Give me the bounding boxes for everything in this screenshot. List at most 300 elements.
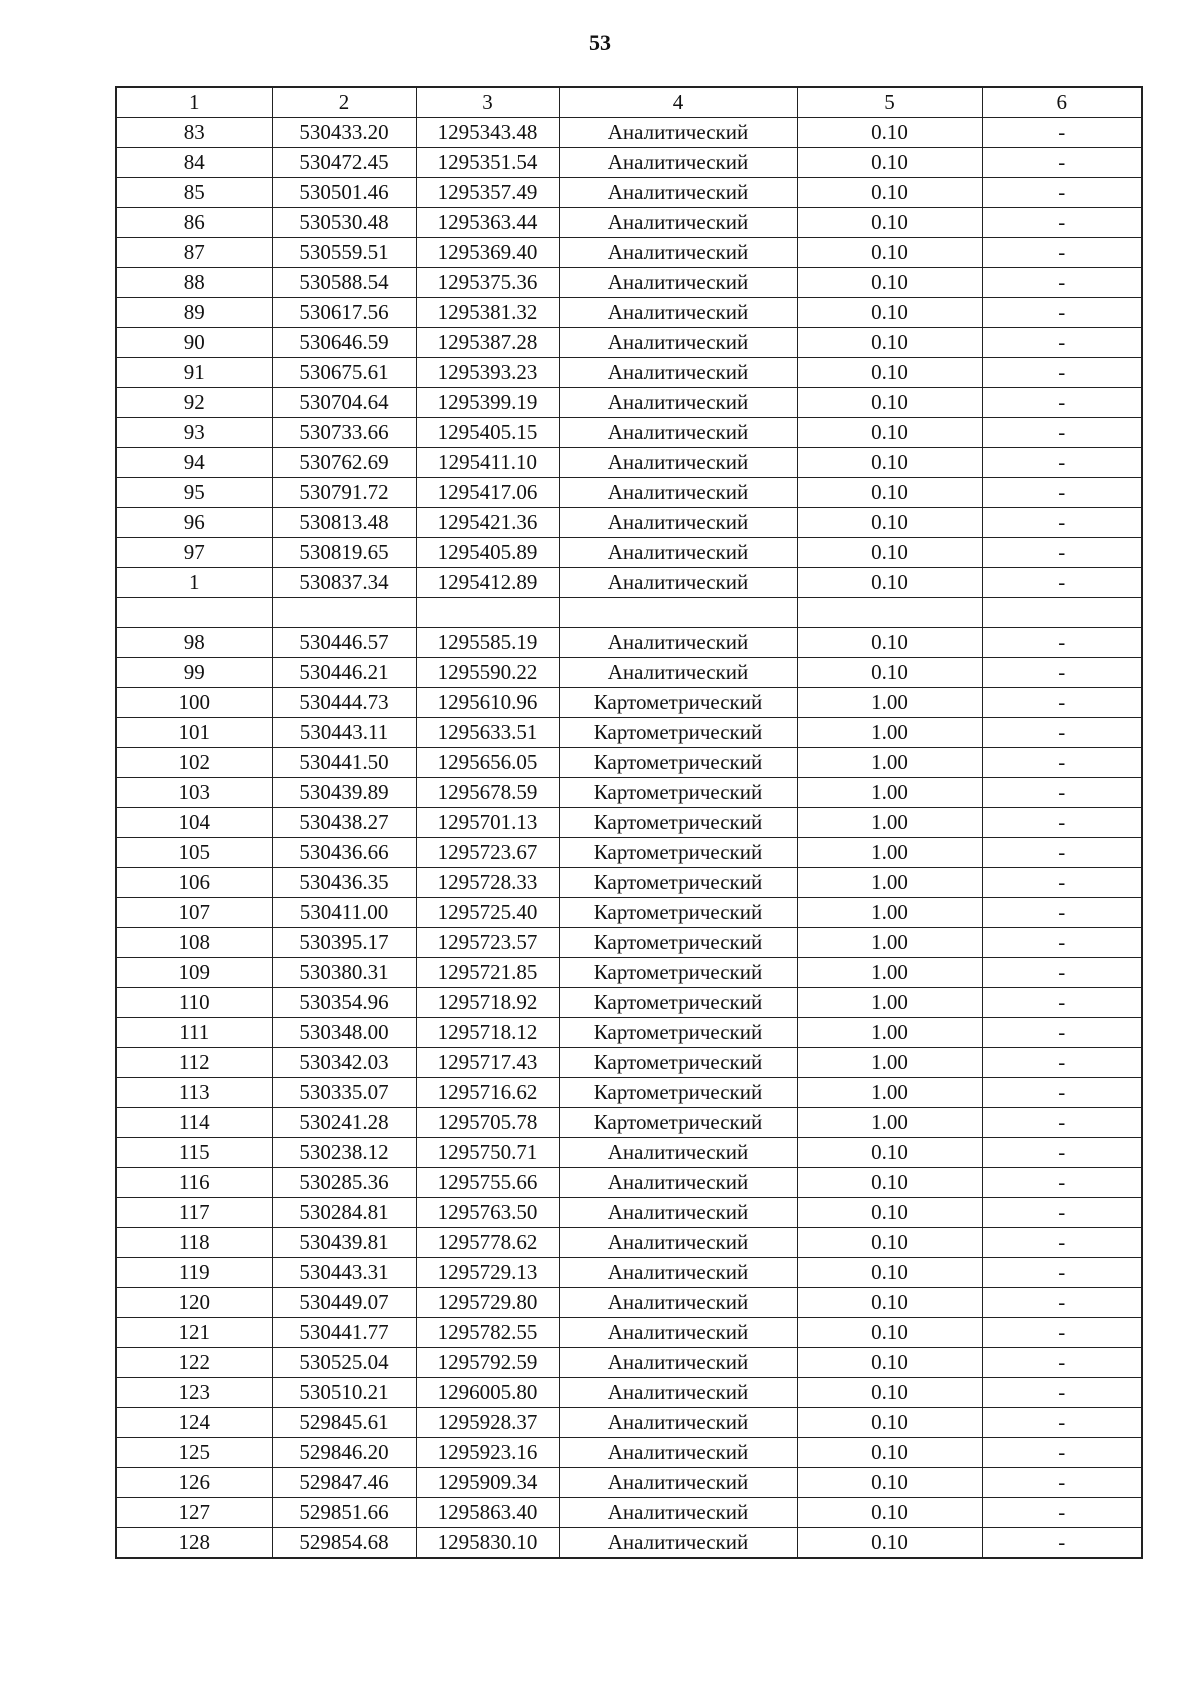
accuracy-cell: 1.00 bbox=[797, 1018, 982, 1048]
x-coordinate-cell: 530436.35 bbox=[272, 868, 416, 898]
method-cell: Картометрический bbox=[559, 808, 797, 838]
note-cell: - bbox=[982, 1258, 1142, 1288]
note-cell: - bbox=[982, 568, 1142, 598]
method-cell: Картометрический bbox=[559, 988, 797, 1018]
note-cell: - bbox=[982, 388, 1142, 418]
note-cell: - bbox=[982, 178, 1142, 208]
x-coordinate-cell: 530348.00 bbox=[272, 1018, 416, 1048]
x-coordinate-cell: 529847.46 bbox=[272, 1468, 416, 1498]
y-coordinate-cell: 1295399.19 bbox=[416, 388, 559, 418]
table-row bbox=[116, 568, 1142, 598]
method-cell: Аналитический bbox=[559, 148, 797, 178]
table-row bbox=[116, 1348, 1142, 1378]
point-number-cell: 123 bbox=[116, 1378, 272, 1408]
accuracy-cell: 0.10 bbox=[797, 328, 982, 358]
note-cell: - bbox=[982, 358, 1142, 388]
accuracy-cell: 1.00 bbox=[797, 1078, 982, 1108]
point-number-cell: 113 bbox=[116, 1078, 272, 1108]
page-number: 53 bbox=[589, 30, 611, 55]
accuracy-cell: 1.00 bbox=[797, 1048, 982, 1078]
x-coordinate-cell: 529846.20 bbox=[272, 1438, 416, 1468]
accuracy-cell bbox=[797, 598, 982, 628]
point-number-cell: 120 bbox=[116, 1288, 272, 1318]
accuracy-cell: 0.10 bbox=[797, 268, 982, 298]
method-cell: Аналитический bbox=[559, 388, 797, 418]
y-coordinate-cell: 1295923.16 bbox=[416, 1438, 559, 1468]
x-coordinate-cell: 530704.64 bbox=[272, 388, 416, 418]
point-number-cell: 83 bbox=[116, 118, 272, 148]
y-coordinate-cell: 1295421.36 bbox=[416, 508, 559, 538]
accuracy-cell: 0.10 bbox=[797, 1348, 982, 1378]
x-coordinate-cell: 530284.81 bbox=[272, 1198, 416, 1228]
table-row bbox=[116, 208, 1142, 238]
note-cell: - bbox=[982, 1498, 1142, 1528]
accuracy-cell: 0.10 bbox=[797, 358, 982, 388]
accuracy-cell: 0.10 bbox=[797, 1138, 982, 1168]
note-cell: - bbox=[982, 208, 1142, 238]
method-cell: Аналитический bbox=[559, 358, 797, 388]
method-cell: Аналитический bbox=[559, 1288, 797, 1318]
note-cell: - bbox=[982, 1228, 1142, 1258]
y-coordinate-cell: 1295718.92 bbox=[416, 988, 559, 1018]
method-cell: Картометрический bbox=[559, 928, 797, 958]
table-row bbox=[116, 388, 1142, 418]
x-coordinate-cell: 530439.81 bbox=[272, 1228, 416, 1258]
method-cell: Аналитический bbox=[559, 628, 797, 658]
note-cell: - bbox=[982, 898, 1142, 928]
y-coordinate-cell: 1295763.50 bbox=[416, 1198, 559, 1228]
method-cell: Картометрический bbox=[559, 1078, 797, 1108]
note-cell: - bbox=[982, 478, 1142, 508]
table-row bbox=[116, 1108, 1142, 1138]
accuracy-cell: 0.10 bbox=[797, 568, 982, 598]
y-coordinate-cell: 1295725.40 bbox=[416, 898, 559, 928]
point-number-cell: 117 bbox=[116, 1198, 272, 1228]
note-cell: - bbox=[982, 1078, 1142, 1108]
y-coordinate-cell: 1295723.67 bbox=[416, 838, 559, 868]
x-coordinate-cell: 530395.17 bbox=[272, 928, 416, 958]
note-cell: - bbox=[982, 778, 1142, 808]
method-cell: Картометрический bbox=[559, 1018, 797, 1048]
x-coordinate-cell: 530762.69 bbox=[272, 448, 416, 478]
y-coordinate-cell: 1295417.06 bbox=[416, 478, 559, 508]
method-cell: Аналитический bbox=[559, 1348, 797, 1378]
accuracy-cell: 1.00 bbox=[797, 958, 982, 988]
point-number-cell: 84 bbox=[116, 148, 272, 178]
coordinates-table bbox=[115, 86, 1143, 1559]
point-number-cell: 127 bbox=[116, 1498, 272, 1528]
table-row bbox=[116, 1048, 1142, 1078]
accuracy-cell: 0.10 bbox=[797, 658, 982, 688]
y-coordinate-cell: 1295728.33 bbox=[416, 868, 559, 898]
point-number-cell: 116 bbox=[116, 1168, 272, 1198]
y-coordinate-cell: 1295729.13 bbox=[416, 1258, 559, 1288]
x-coordinate-cell: 530436.66 bbox=[272, 838, 416, 868]
table-row bbox=[116, 298, 1142, 328]
y-coordinate-cell: 1295716.62 bbox=[416, 1078, 559, 1108]
y-coordinate-cell: 1295729.80 bbox=[416, 1288, 559, 1318]
method-cell: Аналитический bbox=[559, 208, 797, 238]
table-row bbox=[116, 1498, 1142, 1528]
y-coordinate-cell: 1295381.32 bbox=[416, 298, 559, 328]
table-row bbox=[116, 1018, 1142, 1048]
accuracy-cell: 0.10 bbox=[797, 1408, 982, 1438]
point-number-cell: 126 bbox=[116, 1468, 272, 1498]
accuracy-cell: 0.10 bbox=[797, 478, 982, 508]
accuracy-cell: 1.00 bbox=[797, 688, 982, 718]
table-row bbox=[116, 988, 1142, 1018]
x-coordinate-cell: 530791.72 bbox=[272, 478, 416, 508]
accuracy-cell: 1.00 bbox=[797, 718, 982, 748]
x-coordinate-cell: 530510.21 bbox=[272, 1378, 416, 1408]
method-cell: Аналитический bbox=[559, 328, 797, 358]
x-coordinate-cell: 530380.31 bbox=[272, 958, 416, 988]
accuracy-cell: 1.00 bbox=[797, 778, 982, 808]
point-number-cell: 93 bbox=[116, 418, 272, 448]
method-cell: Аналитический bbox=[559, 658, 797, 688]
note-cell: - bbox=[982, 1348, 1142, 1378]
accuracy-cell: 0.10 bbox=[797, 1198, 982, 1228]
note-cell: - bbox=[982, 448, 1142, 478]
point-number-cell: 125 bbox=[116, 1438, 272, 1468]
point-number-cell: 95 bbox=[116, 478, 272, 508]
note-cell: - bbox=[982, 298, 1142, 328]
point-number-cell: 122 bbox=[116, 1348, 272, 1378]
point-number-cell: 94 bbox=[116, 448, 272, 478]
note-cell bbox=[982, 598, 1142, 628]
point-number-cell: 111 bbox=[116, 1018, 272, 1048]
y-coordinate-cell: 1295792.59 bbox=[416, 1348, 559, 1378]
point-number-cell: 90 bbox=[116, 328, 272, 358]
accuracy-cell: 1.00 bbox=[797, 1108, 982, 1138]
point-number-cell: 104 bbox=[116, 808, 272, 838]
y-coordinate-cell: 1295782.55 bbox=[416, 1318, 559, 1348]
accuracy-cell: 0.10 bbox=[797, 1468, 982, 1498]
point-number-cell bbox=[116, 598, 272, 628]
point-number-cell: 109 bbox=[116, 958, 272, 988]
x-coordinate-cell: 530444.73 bbox=[272, 688, 416, 718]
note-cell: - bbox=[982, 628, 1142, 658]
accuracy-cell: 0.10 bbox=[797, 1258, 982, 1288]
note-cell: - bbox=[982, 328, 1142, 358]
table-row bbox=[116, 358, 1142, 388]
x-coordinate-cell: 530472.45 bbox=[272, 148, 416, 178]
column-header: 1 bbox=[116, 87, 272, 118]
x-coordinate-cell: 530438.27 bbox=[272, 808, 416, 838]
note-cell: - bbox=[982, 1168, 1142, 1198]
accuracy-cell: 1.00 bbox=[797, 988, 982, 1018]
x-coordinate-cell: 530819.65 bbox=[272, 538, 416, 568]
method-cell: Аналитический bbox=[559, 1258, 797, 1288]
note-cell: - bbox=[982, 958, 1142, 988]
y-coordinate-cell: 1295387.28 bbox=[416, 328, 559, 358]
note-cell: - bbox=[982, 1198, 1142, 1228]
point-number-cell: 128 bbox=[116, 1528, 272, 1559]
y-coordinate-cell: 1295393.23 bbox=[416, 358, 559, 388]
note-cell: - bbox=[982, 928, 1142, 958]
point-number-cell: 112 bbox=[116, 1048, 272, 1078]
method-cell: Аналитический bbox=[559, 508, 797, 538]
point-number-cell: 107 bbox=[116, 898, 272, 928]
y-coordinate-cell: 1295585.19 bbox=[416, 628, 559, 658]
x-coordinate-cell: 530443.31 bbox=[272, 1258, 416, 1288]
note-cell: - bbox=[982, 838, 1142, 868]
accuracy-cell: 0.10 bbox=[797, 1318, 982, 1348]
x-coordinate-cell: 530439.89 bbox=[272, 778, 416, 808]
point-number-cell: 97 bbox=[116, 538, 272, 568]
method-cell: Аналитический bbox=[559, 1138, 797, 1168]
x-coordinate-cell: 530354.96 bbox=[272, 988, 416, 1018]
table-row bbox=[116, 268, 1142, 298]
column-header: 6 bbox=[982, 87, 1142, 118]
point-number-cell: 119 bbox=[116, 1258, 272, 1288]
x-coordinate-cell: 530241.28 bbox=[272, 1108, 416, 1138]
x-coordinate-cell: 529845.61 bbox=[272, 1408, 416, 1438]
y-coordinate-cell: 1295701.13 bbox=[416, 808, 559, 838]
accuracy-cell: 1.00 bbox=[797, 928, 982, 958]
y-coordinate-cell: 1295363.44 bbox=[416, 208, 559, 238]
y-coordinate-cell: 1295830.10 bbox=[416, 1528, 559, 1559]
point-number-cell: 85 bbox=[116, 178, 272, 208]
table-row bbox=[116, 508, 1142, 538]
x-coordinate-cell: 530342.03 bbox=[272, 1048, 416, 1078]
point-number-cell: 124 bbox=[116, 1408, 272, 1438]
note-cell: - bbox=[982, 538, 1142, 568]
accuracy-cell: 0.10 bbox=[797, 418, 982, 448]
table-row bbox=[116, 1078, 1142, 1108]
method-cell: Аналитический bbox=[559, 1168, 797, 1198]
x-coordinate-cell: 530441.50 bbox=[272, 748, 416, 778]
y-coordinate-cell: 1295369.40 bbox=[416, 238, 559, 268]
accuracy-cell: 1.00 bbox=[797, 838, 982, 868]
method-cell: Аналитический bbox=[559, 448, 797, 478]
table-row bbox=[116, 1318, 1142, 1348]
accuracy-cell: 0.10 bbox=[797, 148, 982, 178]
method-cell: Аналитический bbox=[559, 1528, 797, 1559]
note-cell: - bbox=[982, 118, 1142, 148]
column-header: 3 bbox=[416, 87, 559, 118]
method-cell: Аналитический bbox=[559, 1228, 797, 1258]
x-coordinate-cell: 530837.34 bbox=[272, 568, 416, 598]
y-coordinate-cell: 1295590.22 bbox=[416, 658, 559, 688]
x-coordinate-cell: 530433.20 bbox=[272, 118, 416, 148]
table-row bbox=[116, 178, 1142, 208]
point-number-cell: 87 bbox=[116, 238, 272, 268]
y-coordinate-cell: 1295405.15 bbox=[416, 418, 559, 448]
x-coordinate-cell: 530446.57 bbox=[272, 628, 416, 658]
y-coordinate-cell: 1295351.54 bbox=[416, 148, 559, 178]
method-cell: Картометрический bbox=[559, 868, 797, 898]
y-coordinate-cell: 1295723.57 bbox=[416, 928, 559, 958]
point-number-cell: 103 bbox=[116, 778, 272, 808]
note-cell: - bbox=[982, 868, 1142, 898]
method-cell: Аналитический bbox=[559, 418, 797, 448]
table-row bbox=[116, 1468, 1142, 1498]
y-coordinate-cell: 1295343.48 bbox=[416, 118, 559, 148]
table-row bbox=[116, 748, 1142, 778]
method-cell: Картометрический bbox=[559, 1048, 797, 1078]
point-number-cell: 99 bbox=[116, 658, 272, 688]
accuracy-cell: 0.10 bbox=[797, 388, 982, 418]
accuracy-cell: 0.10 bbox=[797, 178, 982, 208]
accuracy-cell: 0.10 bbox=[797, 1378, 982, 1408]
accuracy-cell: 1.00 bbox=[797, 898, 982, 928]
accuracy-cell: 1.00 bbox=[797, 808, 982, 838]
y-coordinate-cell: 1295717.43 bbox=[416, 1048, 559, 1078]
point-number-cell: 102 bbox=[116, 748, 272, 778]
y-coordinate-cell: 1295656.05 bbox=[416, 748, 559, 778]
y-coordinate-cell: 1295412.89 bbox=[416, 568, 559, 598]
note-cell: - bbox=[982, 1528, 1142, 1559]
point-number-cell: 108 bbox=[116, 928, 272, 958]
y-coordinate-cell: 1295928.37 bbox=[416, 1408, 559, 1438]
x-coordinate-cell bbox=[272, 598, 416, 628]
table-row bbox=[116, 538, 1142, 568]
x-coordinate-cell: 530335.07 bbox=[272, 1078, 416, 1108]
y-coordinate-cell: 1296005.80 bbox=[416, 1378, 559, 1408]
accuracy-cell: 0.10 bbox=[797, 1528, 982, 1559]
note-cell: - bbox=[982, 268, 1142, 298]
point-number-cell: 89 bbox=[116, 298, 272, 328]
note-cell: - bbox=[982, 238, 1142, 268]
x-coordinate-cell: 530525.04 bbox=[272, 1348, 416, 1378]
x-coordinate-cell: 530285.36 bbox=[272, 1168, 416, 1198]
accuracy-cell: 0.10 bbox=[797, 1168, 982, 1198]
point-number-cell: 98 bbox=[116, 628, 272, 658]
accuracy-cell: 0.10 bbox=[797, 208, 982, 238]
table-row bbox=[116, 808, 1142, 838]
table-row bbox=[116, 718, 1142, 748]
note-cell: - bbox=[982, 1048, 1142, 1078]
accuracy-cell: 0.10 bbox=[797, 538, 982, 568]
note-cell: - bbox=[982, 748, 1142, 778]
table-row bbox=[116, 898, 1142, 928]
method-cell: Картометрический bbox=[559, 778, 797, 808]
column-header: 4 bbox=[559, 87, 797, 118]
x-coordinate-cell: 530559.51 bbox=[272, 238, 416, 268]
accuracy-cell: 0.10 bbox=[797, 238, 982, 268]
table-row bbox=[116, 238, 1142, 268]
x-coordinate-cell: 530733.66 bbox=[272, 418, 416, 448]
column-header: 5 bbox=[797, 87, 982, 118]
y-coordinate-cell: 1295375.36 bbox=[416, 268, 559, 298]
y-coordinate-cell: 1295633.51 bbox=[416, 718, 559, 748]
accuracy-cell: 0.10 bbox=[797, 1228, 982, 1258]
table-row bbox=[116, 1138, 1142, 1168]
table-row bbox=[116, 1528, 1142, 1559]
note-cell: - bbox=[982, 988, 1142, 1018]
method-cell: Аналитический bbox=[559, 568, 797, 598]
note-cell: - bbox=[982, 148, 1142, 178]
method-cell: Аналитический bbox=[559, 298, 797, 328]
y-coordinate-cell: 1295721.85 bbox=[416, 958, 559, 988]
note-cell: - bbox=[982, 1138, 1142, 1168]
note-cell: - bbox=[982, 1018, 1142, 1048]
table-row bbox=[116, 628, 1142, 658]
note-cell: - bbox=[982, 1378, 1142, 1408]
method-cell: Аналитический bbox=[559, 1378, 797, 1408]
table-row bbox=[116, 958, 1142, 988]
x-coordinate-cell: 530617.56 bbox=[272, 298, 416, 328]
method-cell: Аналитический bbox=[559, 118, 797, 148]
x-coordinate-cell: 530411.00 bbox=[272, 898, 416, 928]
y-coordinate-cell: 1295750.71 bbox=[416, 1138, 559, 1168]
y-coordinate-cell bbox=[416, 598, 559, 628]
method-cell: Аналитический bbox=[559, 538, 797, 568]
point-number-cell: 1 bbox=[116, 568, 272, 598]
table-header-row bbox=[116, 87, 1142, 118]
method-cell: Аналитический bbox=[559, 178, 797, 208]
note-cell: - bbox=[982, 808, 1142, 838]
note-cell: - bbox=[982, 1288, 1142, 1318]
point-number-cell: 106 bbox=[116, 868, 272, 898]
x-coordinate-cell: 529854.68 bbox=[272, 1528, 416, 1559]
method-cell: Аналитический bbox=[559, 1408, 797, 1438]
point-number-cell: 96 bbox=[116, 508, 272, 538]
method-cell: Картометрический bbox=[559, 688, 797, 718]
point-number-cell: 114 bbox=[116, 1108, 272, 1138]
table-row bbox=[116, 658, 1142, 688]
method-cell: Аналитический bbox=[559, 268, 797, 298]
table-row bbox=[116, 1408, 1142, 1438]
note-cell: - bbox=[982, 508, 1142, 538]
y-coordinate-cell: 1295718.12 bbox=[416, 1018, 559, 1048]
y-coordinate-cell: 1295909.34 bbox=[416, 1468, 559, 1498]
method-cell: Картометрический bbox=[559, 898, 797, 928]
table-row bbox=[116, 778, 1142, 808]
note-cell: - bbox=[982, 1408, 1142, 1438]
table-row bbox=[116, 868, 1142, 898]
method-cell: Аналитический bbox=[559, 238, 797, 268]
y-coordinate-cell: 1295778.62 bbox=[416, 1228, 559, 1258]
table-row bbox=[116, 1378, 1142, 1408]
column-header: 2 bbox=[272, 87, 416, 118]
table-row bbox=[116, 418, 1142, 448]
y-coordinate-cell: 1295863.40 bbox=[416, 1498, 559, 1528]
x-coordinate-cell: 529851.66 bbox=[272, 1498, 416, 1528]
point-number-cell: 88 bbox=[116, 268, 272, 298]
table-row bbox=[116, 1198, 1142, 1228]
note-cell: - bbox=[982, 658, 1142, 688]
y-coordinate-cell: 1295678.59 bbox=[416, 778, 559, 808]
note-cell: - bbox=[982, 418, 1142, 448]
y-coordinate-cell: 1295357.49 bbox=[416, 178, 559, 208]
table-row bbox=[116, 1438, 1142, 1468]
accuracy-cell: 0.10 bbox=[797, 1498, 982, 1528]
table-row bbox=[116, 1258, 1142, 1288]
table-row bbox=[116, 148, 1142, 178]
method-cell: Картометрический bbox=[559, 958, 797, 988]
table-row bbox=[116, 1168, 1142, 1198]
method-cell: Картометрический bbox=[559, 1108, 797, 1138]
table-body bbox=[116, 118, 1142, 1559]
method-cell: Картометрический bbox=[559, 718, 797, 748]
note-cell: - bbox=[982, 1438, 1142, 1468]
point-number-cell: 100 bbox=[116, 688, 272, 718]
accuracy-cell: 1.00 bbox=[797, 748, 982, 778]
method-cell: Аналитический bbox=[559, 1438, 797, 1468]
x-coordinate-cell: 530588.54 bbox=[272, 268, 416, 298]
x-coordinate-cell: 530441.77 bbox=[272, 1318, 416, 1348]
x-coordinate-cell: 530675.61 bbox=[272, 358, 416, 388]
y-coordinate-cell: 1295405.89 bbox=[416, 538, 559, 568]
table-row bbox=[116, 1228, 1142, 1258]
note-cell: - bbox=[982, 1318, 1142, 1348]
method-cell: Картометрический bbox=[559, 838, 797, 868]
accuracy-cell: 0.10 bbox=[797, 118, 982, 148]
x-coordinate-cell: 530501.46 bbox=[272, 178, 416, 208]
table-row bbox=[116, 328, 1142, 358]
